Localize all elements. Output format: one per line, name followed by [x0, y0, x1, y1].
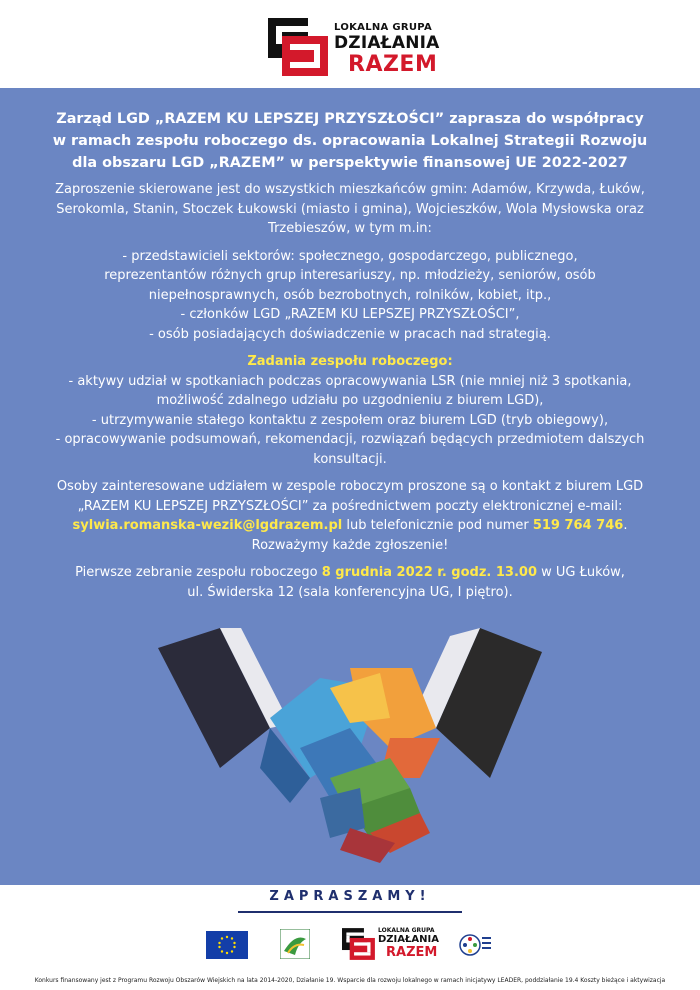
- logo-line-2: DZIAŁANIA: [334, 33, 440, 53]
- announcement-content: [20, 108, 680, 610]
- invitation-line: Trzebieszów, w tym m.in:: [268, 221, 432, 236]
- footer: [0, 885, 700, 990]
- contact-phone[interactable]: 519 764 746: [532, 518, 624, 533]
- contact-period: .: [623, 518, 628, 533]
- small-logo-line-1: LOKALNA GRUPA: [378, 927, 435, 934]
- headline: [20, 108, 680, 174]
- logo-line-1: LOKALNA GRUPA: [334, 22, 433, 33]
- contact-paragraph: [20, 477, 680, 555]
- task-line: - opracowywanie podsumowań, rekomendacji, rozwiązań będących przedmiotem dalszych: [55, 432, 645, 447]
- contact-line: „RAZEM KU LEPSZEJ PRZYSZŁOŚCI” za pośrednictwem poczty elektronicznej e-mail:: [77, 498, 623, 514]
- task-line: - aktywy udział w spotkaniach podczas opracowywania LSR (nie mniej niż 3 spotkania,: [68, 373, 632, 389]
- task-line: możliwość zdalnego udziału po uzgodnieniu z biurem LGD),: [156, 393, 544, 408]
- leader-logo-icon: [280, 929, 310, 959]
- target-group-line: - członków LGD „RAZEM KU LEPSZEJ PRZYSZŁOŚCI”,: [180, 307, 520, 322]
- handshake-illustration: [150, 628, 550, 868]
- task-line: - utrzymywanie stałego kontaktu z zespołem oraz biurem LGD (tryb obiegowy),: [91, 412, 609, 428]
- headline-line: dla obszaru LGD „RAZEM” w perspektywie finansowej UE 2022-2027: [72, 155, 628, 171]
- target-groups-list: [20, 247, 680, 345]
- small-logo-line-2: DZIAŁANIA: [378, 934, 440, 945]
- target-group-line: - osób posiadających doświadczenie w pracach nad strategią.: [149, 326, 551, 342]
- invitation-line: Zaproszenie skierowane jest do wszystkich mieszkańców gmin: Adamów, Krzywda, Łuków,: [55, 182, 645, 197]
- tasks-title: Zadania zespołu roboczego:: [247, 354, 453, 369]
- meeting-address: ul. Świderska 12 (sala konferencyjna UG, I piętro).: [187, 584, 513, 600]
- header: [0, 0, 700, 88]
- meeting-line: [20, 563, 680, 583]
- logo-line-3: RAZEM: [348, 52, 438, 77]
- headline-line: Zarząd LGD „RAZEM KU LEPSZEJ PRZYSZŁOŚCI” zaprasza do współpracy: [56, 111, 644, 127]
- meeting-prefix: Pierwsze zebranie zespołu roboczego: [75, 565, 322, 580]
- eu-flag-icon: [206, 931, 248, 959]
- contact-mid-text: lub telefonicznie pod numer: [342, 518, 533, 533]
- invitation-paragraph: [20, 180, 680, 239]
- announcement-panel: [0, 88, 700, 885]
- task-line: konsultacji.: [313, 451, 387, 467]
- lgd-razem-logo: [268, 18, 438, 76]
- target-group-line: - przedstawicieli sektorów: społecznego, gospodarczego, publicznego,: [122, 248, 578, 264]
- zapraszamy-banner: ZAPRASZAMY!: [238, 885, 462, 913]
- logo-mark-small-icon: [342, 927, 376, 961]
- small-logo-line-3: RAZEM: [386, 945, 438, 960]
- invitation-line: Serokomla, Stanin, Stoczek Łukowski (miasto i gmina), Wojcieszków, Wola Mysłowska oraz: [56, 201, 644, 217]
- contact-line: Osoby zainteresowane udziałem w zespole roboczym proszone są o kontakt z biurem LGD: [56, 479, 644, 494]
- contact-email-link[interactable]: sylwia.romanska-wezik@lgdrazem.pl: [72, 518, 343, 533]
- target-group-line: niepełnosprawnych, osób bezrobotnych, rolników, kobiet, itp.,: [148, 287, 552, 303]
- logo-mark-icon: [268, 18, 330, 76]
- sponsor-logos: [200, 927, 500, 963]
- meeting-paragraph: [20, 563, 680, 602]
- target-group-line: reprezentantów różnych grup interesariuszy, np. młodzieży, seniorów, osób: [104, 268, 596, 283]
- meeting-datetime: 8 grudnia 2022 r. godz. 13.00: [321, 565, 537, 580]
- funding-note: Konkurs finansowany jest z Programu Rozwoju Obszarów Wiejskich na lata 2014-2020, Działanie 19. Wsparcie dla rozwoju lokalnego w ramach inicjatywy LEADER, poddziałanie 19.4 Koszty bieżące i aktywizacja: [34, 977, 666, 984]
- contact-line-details: [20, 516, 680, 536]
- tasks-section: [20, 352, 680, 469]
- meeting-suffix: w UG Łuków,: [536, 565, 625, 580]
- lgd-razem-small-logo: [342, 927, 442, 963]
- headline-line: w ramach zespołu roboczego ds. opracowania Lokalnej Strategii Rozwoju: [52, 133, 648, 149]
- prow-logo-icon: [458, 929, 492, 961]
- contact-closing: Rozważymy każde zgłoszenie!: [251, 537, 449, 553]
